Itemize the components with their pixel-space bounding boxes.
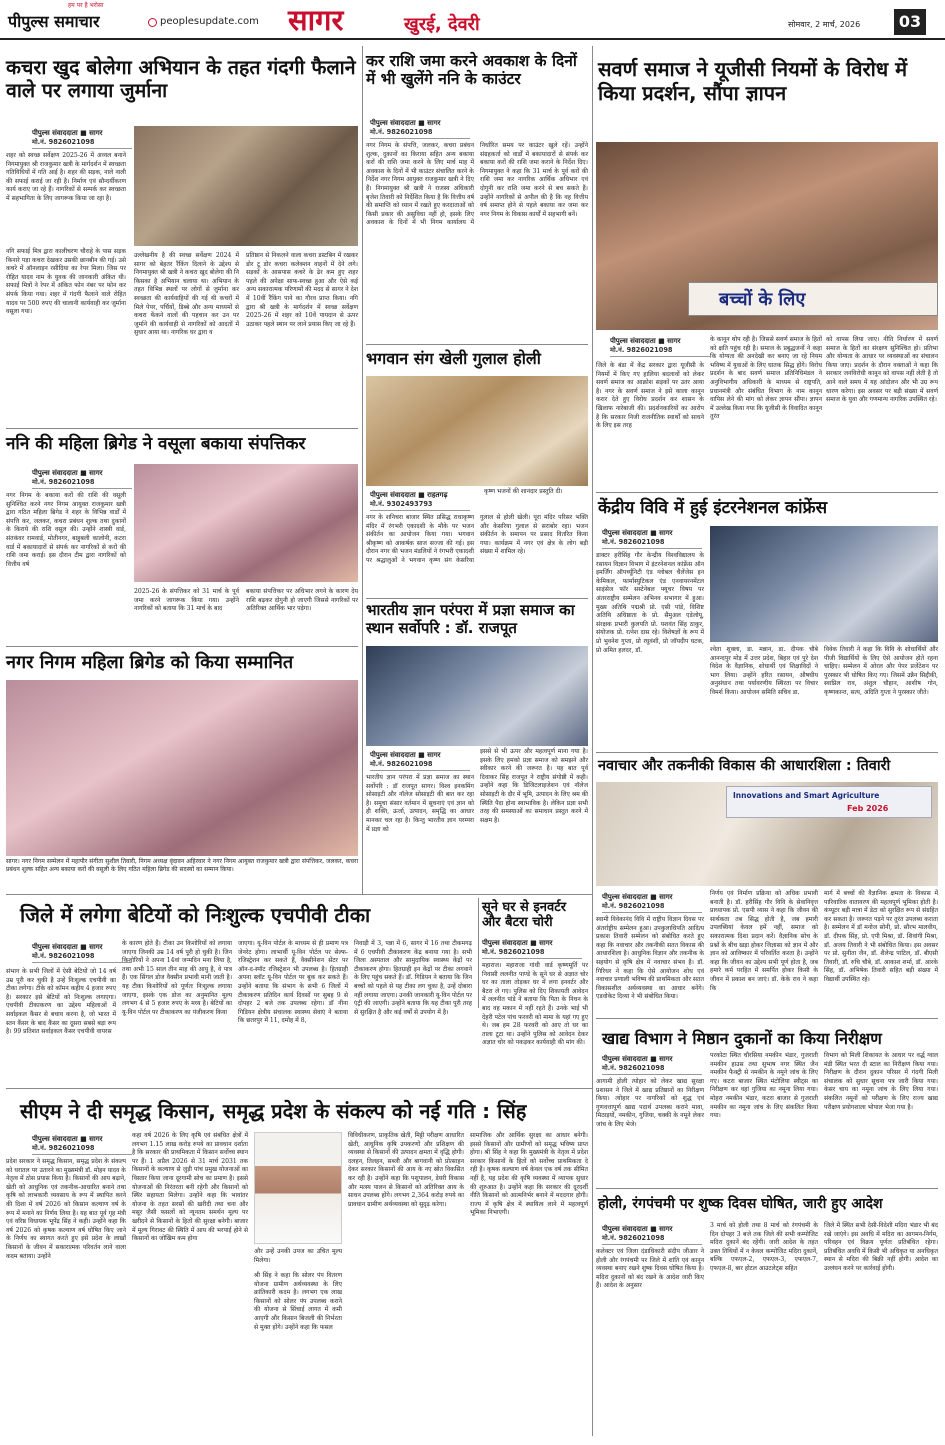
- headline: सूने घर से इनवर्टर और बैटरा चोरी: [482, 900, 567, 931]
- mobile-number: मो.नं. 9826021098: [32, 478, 132, 489]
- issue-date: सोमवार, 2 मार्च, 2026: [788, 20, 861, 29]
- photo-seminar: [366, 646, 588, 746]
- hpv-body-col2: के कारण होते हैं। टीका उन किशोरियों को लगाया जाएगा जिनकी उम्र 14 वर्ष पूरी हो चुकी है। जिन किशोरियों ने अपना 14वां जन्मदिन मना लिया है, तथा अभी 15 साल तीन माह की आयु है, वे पात्र हैं। एक सिंगल डोज वैक्सीन प्रभावी मानी जाती है। यह टीका किशोरियों को पूर्णतः निःशुल्क लगाया जाएगा, इसके एक डोज का अनुमानित मूल्य लगभग 4 से 5 हजार रुपए के मध्य है। बेटियों का यू-विन पोर्टल पर टीकाकरण का पंजीकरण किया: [122, 940, 232, 1016]
- hpv-body-col3: जाएगा। यू-विन पोर्टल के माध्यम से ही प्रमाण पत्र जेनरेट होगा। लाभार्थी यू-विन पोर्टल पर सेल्फ-रजिस्ट्रेशन कर सकते हैं, वैक्सीनेशन सेंटर पर ऑन-द-स्पॉट रजिस्ट्रेशन भी उपलब्ध है। हितग्राही अपना स्लॉट यू-विन पोर्टल पर बुक कर सकते हैं। उन्होंने बताया कि संभाग के सभी 6 जिलों में टीकाकरण प्रतिदिन कार्य दिवसों पर सुबह 9 से दोपहर 2 बजे तक उपलब्ध रहेगा। डॉ नीना गिडियन क्षेत्रीय संचालक स्वास्थ्य सेवाएं ने बताया कि छतरपुर में 11, दमोह में 8,: [238, 940, 348, 1025]
- article-kachra: [6, 46, 358, 432]
- paper-tagline: हम पर है भरोसा: [68, 2, 104, 9]
- headline: भारतीय ज्ञान परंपरा में प्रज्ञा समाज का स्थान सर्वोपरि : डॉ. राजपूत: [366, 601, 575, 637]
- body-col2: उल्लेखनीय है की स्वच्छ सर्वेक्षण 2024 में सागर को बेहतर रैंकिंग दिलाने के उद्देश्य से निगमायुक्त श्री खत्री ने कचरा खुद बोलेगा की नि किसका है अभियान चलाया था। अभियान के तहत विभिन्न स्थलों पर लोगों से जुर्माना कर स्वच्छता की कार्यवाहियों की गई थी कचरों में मिले पेपर, पर्चियों, डिब्बे और अन्य माध्यमों से कचरा फेंकने वालों की पहचान कर उन पर जुर्माने की कार्यवाही से नागरिकों को आदतों में सुधार आया था। नागरिक घर द्वारा व: [134, 252, 239, 337]
- mobile-number: मो.नं. 9826021098: [610, 346, 710, 357]
- body-col2: इससे से भी ऊपर और महत्वपूर्ण माना गया है। इसके लिए हमको प्रज्ञा समाज को समझने और स्वीकार करने की जरूरत है। यह बात पूर्व दिवाकर सिंह राजपूत ने राष्ट्रीय संगोष्ठी में कही। उन्होंने कहा कि डिजिटलाइजेशन एवं नॉलेज सोसाइटी के दौर में भूमि, उत्पादन के लिए श्रम की स्थिति पैदा होना स्वाभाविक है। लेकिन प्रज्ञा सभी तरह की समस्याओं का समाधान प्रस्तुत करने में सक्षम है।: [480, 748, 588, 824]
- subcity-names: खुरई, देवरी: [404, 14, 480, 35]
- byline: पीपुल्स संवाददाता ■ सागर: [610, 337, 681, 345]
- byline: पीपुल्स संवाददाता ■ सागर: [482, 939, 553, 947]
- byline: पीपुल्स संवाददाता ■ सागर: [602, 529, 673, 537]
- headline: कर राशि जमा करने अवकाश के दिनों में भी खुलेंगे ननि के काउंटर: [366, 52, 577, 89]
- article-holi-dry: [596, 1192, 938, 1440]
- photo-caption: कृष्ण भजनों की शानदार प्रस्तुति दी।: [484, 488, 563, 495]
- body-col1: आगामी होली त्योहार को लेकर खाद्य सुरक्षा प्रशासन ने जिले में खाद्य प्रतिष्ठानों का निरीक्षण किया। त्योहार पर नागरिकों को शुद्ध एवं गुणवत्तापूर्ण खाद्य पदार्थ उपलब्ध कराने मावा, मिठाइयों, नमकीन, गुजिया, चक्की के नमूने लेकर जांच के लिए भेजे।: [596, 1078, 704, 1128]
- mobile-number: मो.नं. 9826021098: [602, 902, 702, 913]
- photo-innovation: [596, 782, 938, 886]
- photo-kachra: [134, 126, 358, 246]
- article-chori: [482, 898, 588, 1084]
- mobile-number: मो.नं. 9826021098: [602, 538, 702, 549]
- body: नगर के शनिचरा बाजार स्थित प्रसिद्ध राधाकृष्ण मंदिर में रंगभरी एकादशी के मौके पर भजन संकीर्तन का आयोजन किया गया। भगवान श्रीकृष्ण को आकर्षक साज सज्जा की गई। इस दौरान नगर की भजन मंडलियों ने रंगभरी एकादशी पर श्रद्धालुओं ने भगवान कृष्ण संग केसरिया गुलाल से होली खेली। पूरा मंदिर परिसर भक्ति और केसरिया गुलाल से सराबोर रहा। भजन संकीर्तन के समापन पर प्रसाद वितरित किया गया। कार्यक्रम में नगर एवं क्षेत्र के लोग बड़ी संख्या में शामिल रहे।: [366, 514, 588, 564]
- photo-protest: [596, 142, 938, 330]
- body-col1: नगर निगम के बकाया करों की राशि की वसूली सुनिश्चित करने नगर निगम आयुक्त राजकुमार खत्री द्वारा गठित महिला ब्रिगेड ने शहर के विभिन्न वार्डों में संपत्ति कर, जलकर, कचरा प्रबंधन शुल्क तथा दुकानों के किराये की राशि वसूल की। उन्होंने शास्त्री वार्ड, संतकंवर रामवार्ड, मोतीनगर, बाहुबली कालोनी, कटरा वार्ड में बकायादारों से संपर्क कर नागरिकों से करों की राशि जमा कराई। इस दौरान टीम द्वारा नागरिकों को वित्तीय वर्ष: [6, 492, 126, 568]
- photo-conference: [710, 526, 938, 642]
- headline: खाद्य विभाग ने मिष्ठान दुकानों का किया निरीक्षण: [602, 1029, 882, 1048]
- article-mithaan: [596, 1022, 938, 1186]
- article-holi: [366, 348, 588, 598]
- byline: पीपुल्स संवाददाता ■ सागर: [602, 1225, 673, 1233]
- body-col3: प्रतिष्ठान से निकलने वाला कचरा डस्टबिन में रखकर डोर टू डोर कचरा कलेक्शन वाहनों में देने लगे। सड़कों के आसपास कचरे के ढेर कम हुए शहर पहले की अपेक्षा साफ-स्वच्छ हुआ और ऐसे कई अन्य सकारात्मक परिणामों की मदद से सागर ने देश में 10वीं रैंकिंग पाने का गौरव प्राप्त किया। नगि द्वारा श्री खत्री के मार्गदर्शन में स्वच्छ सर्वेक्षण 2025-26 में शहर को 10वें पायदान से ऊपर उठाकर पहले स्थान पर लाने प्रयास किए जा रहे हैं।: [246, 252, 358, 328]
- protest-banner: [688, 282, 938, 316]
- body-col3: जिले में स्थित सभी देसी-विदेशी मदिरा भंडार भी बंद रखे जाएंगे। इस अवधि में मदिरा का आगमन-निर्गम, परिवहन एवं विक्रय पूर्णतः प्रतिबंधित रहेगा। प्रतिबंधित अवधि में किसी भी अधिकृत या अनधिकृत स्थान से मदिरा की बिक्री नहीं होगी। आदेश का उल्लंघन करने पर कार्रवाई होगी।: [824, 1222, 938, 1272]
- byline: पीपुल्स संवाददाता ■ सागर: [370, 751, 441, 759]
- photo-honour: [6, 680, 358, 856]
- photo-temple: [366, 376, 588, 486]
- body-col3: मार्ग में बच्चों की वैज्ञानिक क्षमता के विकास में पारिवारिक वातावरण की महत्वपूर्ण भूमिका होती है। कंप्यूटर बड़ी मात्रा में डेटा को सुरक्षित रूप से संग्रहित कर सकता है। जरूरत पड़ने पर तुरंत उपलब्ध कराता है। सम्मेलन में डॉ मनोज सोनी, प्रो. सौरभ मालवीय, डॉ. दीपक सिंह, प्रो. एपी मिश्रा, डॉ. शिवांगी मिश्रा, डॉ. अजय तिवारी ने भी संबोधित किया। इस अवसर पर प्रो. सुनीता जैन, डॉ. शैलेन्द्र पाटिल, डॉ. बीएसी तिवारी, डॉ. रुचि चौबे, डॉ. आकाश शर्मा, डॉ. आरके सिंह, डॉ. अभिषेक तिवारी सहित बड़ी संख्या में विद्यार्थी उपस्थित रहे।: [824, 890, 938, 983]
- body-col2: 2025-26 के संपत्तिकर को 31 मार्च के पूर्व जमा करने जागरूक किया गया। उन्होंने नागरिकों को बताया कि 31 मार्च के बाद: [134, 588, 239, 613]
- body-col1: प्रदेश सरकार ने समृद्ध किसान, समृद्ध प्रदेश के संकल्प को धरातल पर उतारने का मुख्यमंत्री डॉ. मोहन यादव के नेतृत्व में ठोस प्रयास किया है। किसानों की आय बढ़ाने, खेती को आधुनिक एवं तकनीक-आधारित बनाने तथा कृषि को लाभकारी व्यवसाय के रूप में स्थापित करने की दिशा में वर्ष 2026 को किसान कल्याण वर्ष के रूप में मनाने का निर्णय लिया है। यह बात पूर्व गृह मंत्री एवं वरिष्ठ विधायक भूपेंद्र सिंह ने कही। उन्होंने कहा कि वर्ष 2026 को कृषक कल्याण वर्ष घोषित किए जाने के निर्णय का स्वागत करते हुए इसे प्रदेश के लाखों किसानों के जीवन में सकारात्मक परिवर्तन लाने वाला कदम बताया। उन्होंने: [6, 1158, 126, 1260]
- body-col2: 3 मार्च को होली तथा 8 मार्च को रंगपंचमी के दिन दोपहर 3 बजे तक जिले की सभी कम्पोजिट मदिरा दुकानें बंद रहेंगी। जारी आदेश के तहत उक्त तिथियों में न केवल कम्पोजिट मदिरा दुकानें, बल्कि एफएल-2, एफएल-3, एफएल-7, एफएल-8, बार होटल आउटलेट्स सहित: [710, 1222, 818, 1272]
- headline: सवर्ण समाज ने यूजीसी नियमों के विरोध में किया प्रदर्शन, सौंपा ज्ञापन: [598, 57, 908, 105]
- body-col1b: नगि सफाई मित्र द्वारा कालीचरण चौराहे के पास सड़क किनारे पड़ा कचरा देखकर उसकी छानबीन की गई। उसे कचरे में ऑनलाइन रसीदिया का रेपर मिला। जिस पर रोहित यादव नाम के युवक की जानकारी अंकित थी। सफाई मित्रों ने रेपर में अंकित फोन नंबर पर फोन कर संपर्क किया गया। शहर में गंदगी फैलाने वाले रोहित यादव पर 500 रुपए की चालानी कार्यवाही कर जुर्माना वसूला गया।: [6, 248, 126, 316]
- headline: नवाचार और तकनीकी विकास की आधारशिला : तिवारी: [598, 758, 891, 774]
- body-col2: निर्णय एवं निर्माण प्रक्रिया को अधिक प्रभावी बनाती है। डॉ. हरीसिंह गौर विवि के सेवानिवृत्त प्राध्यापक प्रो. एसपी व्यास ने कहा कि जीवन की सार्थकता तब सिद्ध होती है, जब हमारी उपलब्धियां केवल हमें नहीं, समाज को सकारात्मक दिशा प्रदान करें। वैज्ञानिक सोच के प्रश्नों के बीच खड़ा होकर जिज्ञासा को ज्ञान में और ज्ञान को आविष्कार में परिवर्तित करता है। उन्होंने कहा कि जीवन का उद्देश्य सभी पूर्ण होता है, जब हमारे कर्म परहित में समर्पित होकर किसी के जीवन में प्रकाश बन जाएं। डॉ. केके राव ने कहा कि: [710, 890, 818, 992]
- headline: होली, रंगपंचमी पर शुष्क दिवस घोषित, जारी हुए आदेश: [598, 1196, 883, 1212]
- headline: सीएम ने दी समृद्ध किसान, समृद्ध प्रदेश के संकल्प को नई गति : सिंह: [20, 1099, 527, 1123]
- article-kendriya: [596, 496, 938, 754]
- photo-caption: और उन्हें उनकी उपज का उचित मूल्य मिलेगा।: [254, 1248, 342, 1264]
- body-col3: को वापस लिया जाए। नीति निर्धारण में सवर्ण समाज के हितों का संरक्षण सुनिश्चित हो। प्रतिभा और योग्यता के आधार पर व्यवस्थाओं का संचालन किया जाए। प्रदर्शन के दौरान वक्ताओं ने कहा कि सरकार जनविरोधी कानून को वापस नहीं लेती है तो आने वाले समय में यह आंदोलन और भी उग्र रूप धारण करेगा। इस अवसर पर बड़ी संख्या में सवर्ण समाज के युवा और गणमान्य नागरिक उपस्थित रहे।: [826, 336, 938, 404]
- article-kisan: [6, 1092, 588, 1440]
- body-col2: परकोटा स्थित चौरसिया नमकीन भंडार, गुजराती नमकीन हाउस तथा सुभाष नगर स्थित जैन नमकीन फैक्ट्री से नमकीन के नमूने जांच के लिए गए। कटरा बाजार स्थित मंटोलिया स्वीट्स का निरीक्षण कर वहां गुजिया का नमूना लिया गया। मोहरा नमकीन भंडार, कटरा बाजार से गुजराती नमकीन का नमूना जांच के लिए संकलित किया गया।: [710, 1052, 818, 1120]
- paper-name: पीपुल्स समाचार: [8, 12, 100, 31]
- mobile-number: मो.नं. 9826021098: [32, 138, 132, 149]
- body-col1: कलेक्टर एवं जिला दंडाधिकारी संदीप जीआर ने होली और रंगपंचमी पर जिले में शांति एवं कानून व्यवस्था बनाए रखने शुष्क दिवस घोषित किया है। मदिरा दुकानों को बंद रखने के आदेश जारी किए हैं। आदेश के अनुसार: [596, 1248, 704, 1290]
- article-savarna: [596, 46, 938, 496]
- photo-caption: सागर। नगर निगम सम्मेलन में महापौर संगीता सुशील तिवारी, निगम अध्यक्ष वृंदावन अहिरवार ने नगर निगम आयुक्त राजकुमार खत्री द्वारा संपत्तिकर, जलकर, कचरा प्रबंधन शुल्क सहित अन्य बकाया करों की वसूली के लिए गठित महिला ब्रिगेड की सदस्यों का सम्मान किया।: [6, 858, 358, 873]
- stage-banner: [726, 786, 932, 818]
- headline: भगवान संग खेली गुलाल होली: [366, 349, 541, 368]
- portrait-photo: [254, 1132, 342, 1244]
- byline: पीपुल्स संवाददाता ■ सागर: [370, 119, 441, 127]
- body-col1: स्वामी विवेकानंद विवि में राष्ट्रीय विज्ञान दिवस पर अंतर्राष्ट्रीय सम्मेलन हुआ। उपकुलाधिपति आदित्य प्रकाश तिवारी सम्मेलन को संबोधित करते हुए कहा कि नवाचार और तकनीकी सतत विकास की आधारशिला है। आधुनिक विज्ञान और तकनीक के सहयोग से कृषि क्षेत्र में नवाचार संभव है। डॉ. गिरिधर ने कहा कि ऐसे आयोजन शोध एवं नवाचार प्रणाली भविष्य की प्राथमिकता और सतत विकासशील अर्थव्यवस्था का आधार बनेंगे। एडवोकेट दिव्या ने भी संबोधित किया।: [596, 916, 704, 1001]
- body-col2: श्वेता शुक्ला, डा. मन्नान, डा. दीपक चौबे आनन्दपुर मोड़ में उत्तर प्रदेश, बिहार एवं पूरे देश विदेश के वैज्ञानिक, शोधार्थी एवं शिक्षाविदों ने भाग लिया। उन्होंने हरित रसायन, औषधीय अनुसंधान तथा पर्यावरणीय स्थिरता पर विचार विमर्श किया। आयोजन समिति सचिव डा.: [710, 646, 818, 696]
- article-gyan: [366, 602, 588, 894]
- article-kar-rashi: [366, 52, 588, 348]
- headline: जिले में लगेगा बेटियों को निःशुल्क एचपीवी टीका: [20, 903, 371, 927]
- body-col2: कहा वर्ष 2026 के लिए कृषि एवं संबंधित क्षेत्रों में लगभग 1.15 लाख करोड़ रुपये का प्रावधान दर्शाता है कि सरकार की प्राथमिकता में किसान सर्वोच्च स्थान पर हैं। 1 अप्रैल 2026 से 31 मार्च 2031 तक किसानों के कल्याण से जुड़ी पांच प्रमुख योजनाओं का विस्तार किया जाना दूरगामी सोच का प्रमाण है। इससे योजनाओं की निरंतरता बनी रहेगी और किसानों को स्थिर सहायता मिलेगा। उन्होंने कहा कि भावांतर योजना के तहत सरसों की खरीदी तथा चना और मसूर जैसी फसलों को न्यूनतम समर्थन मूल्य पर खरीदने से किसानों के हितों की सुरक्षा बनेगी। बाजार में मूल्य गिरावट की स्थिति में आय की भरपाई होने से किसानों का जोखिम कम होगा: [132, 1132, 248, 1243]
- hpv-body-col1: संभाग के सभी जिलों में ऐसी बेटियों जो 14 वर्ष उम्र पूरी कर चुकी है उन्हें निःशुल्क एचपीवी का टीका लगेगा। टीके को कॉमन कहीय 4 हजार रुपए है। सरकार इसे बेटियों को निःशुल्क लगाएगा। एचपीवी टीकाकरण का उद्देश्य महिलाओं में सर्वाइकल कैंसर से बचाव करना है, जो भारत में स्तन कैंसर के बाद कैंसर का दूसरा सबसे बड़ा रूप है। 99 प्रतिशत सर्वाइकल कैंसर एचपीवी वायरस: [6, 968, 116, 1036]
- headline: कचरा खुद बोलेगा अभियान के तहत गंदगी फैलाने वाले पर लगाया जुर्माना: [6, 56, 356, 102]
- mobile-number: मो.नं. 9826021098: [602, 1064, 702, 1075]
- article-navachar: [596, 756, 938, 1018]
- website-link[interactable]: peoplesupdate.com: [160, 16, 259, 27]
- mobile-number: मो.नं. 9826021098: [602, 1234, 702, 1245]
- globe-icon: [148, 18, 157, 27]
- body-col3: श्री सिंह ने कहा कि सोलर पंप वितरण योजना ग्रामीण अर्थव्यवस्था के लिए क्रांतिकारी कदम है। लगभग एक लाख किसानों को सोलर पंप उपलब्ध कराने की योजना से सिंचाई लागत में कमी आएगी और किसान बिजली की निर्भरता से मुक्त होंगे। उन्होंने कहा कि फसल: [254, 1272, 342, 1331]
- mobile-number: मो.नं. 9302493793: [370, 500, 470, 511]
- body-col1: जिले के बंडा में केंद्र सरकार द्वारा यूजीसी के नियमों में किए गए हालिया बदलावों को लेकर सवर्ण समाज का आक्रोश सड़कों पर उतर आया है। नगर के सवर्ण समाज ने इसे काला कानून करार देते हुए विरोध प्रदर्शन कर शासन के खिलाफ नारेबाजी की। प्रदर्शनकारियों का आरोप है कि सरकार निजी राजनीतिक स्वार्थों को साधने के लिए इस तरह: [596, 362, 704, 430]
- banner-text: बच्चों के लिए: [719, 289, 806, 310]
- body-col1: शहर को स्वच्छ सर्वेक्षण 2025-26 में अव्वल बनाने निगमायुक्त श्री राजकुमार खत्री के मार्गदर्शन में स्वच्छता गतिविधियों में गति आई है। शहर की सड़क, नाले नाली की सफाई कराई जा रही है। निर्माण एवं सौन्दर्यीकरण कार्य कराए जा रहे हैं। नागरिकों से सम्पर्क कर स्वच्छता में सहभागिता के लिए जागरूक किया जा रहा है।: [6, 152, 126, 202]
- mobile-number: मो.नं. 9826021098: [370, 760, 470, 771]
- body: महाराज। महाराजा गांधी वार्ड कृष्णमूर्ति पर निवासी ललनीत पाण्डे के सूने घर से अज्ञात चोर घर का ताला तोड़कर घर में लगा इनवर्टर और बैटरा ले गए। पुलिस को दिए शिकायती आवेदन में ललनीत पांडे ने बताया कि पिता के निधन के बाद वह मकान में नहीं रहते हैं। उनके भाई भी देहरी पटेल पांच फरवरी को मामा के यहां गए हुए थे। जब हम 28 फरवरी को आए तो घर का ताला टूटा था। उन्होंने पुलिस को आवेदन देकर अज्ञात चोर को पकड़कर कार्यवाही की मांग की।: [482, 962, 588, 1047]
- body-col3: बकाया संपत्तिकर पर अधिभार लगने के कारण देय राशि बढ़कर दोगुनी हो जाएगी जिससे नागरिकों पर अतिरिक्त आर्थिक भार पड़ेगा।: [246, 588, 358, 613]
- mobile-number: मो.नं. 9826021098: [32, 952, 132, 963]
- body-col1: भारतीय ज्ञान परंपरा में प्रज्ञा समाज का स्थान सर्वोपरि : डॉ राजपूत सागर। विश्व इनकमिंग सोसाइटी और नॉलेज सोसाइटी की बात कर रहा है। समूचा संसार वर्तमान में सूचनाएं एवं ज्ञान को ही शक्ति, ऊर्जा, उत्पादन, समृद्धि का आधार मानकर चल रहा है। किन्तु भारतीय ज्ञान परम्परा में प्रज्ञा को: [366, 774, 474, 833]
- body-col5: सामाजिक और आर्थिक सुरक्षा का आधार बनेगी। इससे किसानों और ग्रामीणों को समृद्ध भविष्य प्राप्त होगा। श्री सिंह ने कहा कि मुख्यमंत्री के नेतृत्व में प्रदेश सरकार किसानों के हितों को सर्वोच्च प्राथमिकता दे रही है। कृषक कल्याण वर्ष केवल एक वर्ष तक सीमित नहीं है, यह प्रदेश की कृषि व्यवस्था में व्यापक सुधार की शुरुआत है। उन्होंने कहा कि सरकार की दूरदर्शी नीति किसानों को आत्मनिर्भर बनाने में मददगार होगी। राज्य में कृषि क्षेत्र में स्थायित्व लाने में महत्वपूर्ण भूमिका निभाएगी।: [470, 1132, 588, 1217]
- body-col3: विभाग को मिली शिकायत के आधार पर वर्द्ध ग्वाल मंडी स्थित भरत दी स्टाल का निरीक्षण किया गया। निरीक्षण के दौरान दुकान परिसर में गंदगी मिली संचालक को सुधार सूचना पत्र जारी किया गया। केसर चाय का नमूना जांच के लिए लिया गया। संकलित नमूनों को परीक्षण के लिए राज्य खाद्य परीक्षण प्रयोगशाला भोपाल भेजा गया है।: [824, 1052, 938, 1111]
- byline: पीपुल्स संवाददाता ■ सागर: [32, 943, 103, 951]
- mobile-number: मो.नं. 9826021098: [32, 1144, 132, 1155]
- byline: पीपुल्स संवाददाता ■ सागर: [602, 1055, 673, 1063]
- city-name: सागर: [288, 3, 344, 37]
- body-col2: के कानून थोप रही है। जिससे सवर्ण समाज के हितों को क्षति पहुंच रही है। समाज के प्रबुद्धजनों ने कहा कि योग्यता की अनदेखी कर बनाए जा रहे नियम भविष्य में युवाओं के लिए घातक सिद्ध होंगे। विरोध प्रदर्शन के बाद सवर्ण समाज प्रतिनिधिमंडल ने अनुविभागीय अधिकारी के माध्यम से राष्ट्रपति, प्रधानमंत्री और संबंधित विभाग के नाम कानून वापिस लेने की मांग को लेकर ज्ञापन सौंपा। ज्ञापन में उल्लेख किया गया कि यूजीसी के विवादित कानून तुरंत: [710, 336, 822, 421]
- body-col1: डाक्टर हरीसिंह गौर केन्द्रीय विश्वविद्यालय के रसायन विज्ञान विभाग में इंटरनेशनल कांफ्रेंस ऑन इमर्जिंग ऑपर्च्यूनिटी एंड ग्लोबल चैलेंजेस इन केमिकल, फार्मास्युटिकल एंड एनवायरनमेंटल साइंसेज फॉर सस्टेनेबल फ्यूचर विषय पर अंतरराष्ट्रीय सम्मेलन अभिनव सभागार में हुआ। मुख्य अतिथि पद्मश्री प्रो. एसी पांडे, विशिष्ट अतिथि अधिष्ठाता के प्रो. सैमुअल एडेलोयू, संरक्षक प्रभारी कुलपति प्रो. यशवंत सिंह ठाकुर, संयोजक प्रो. रत्नेश दास रहे। विशेषज्ञों के रूप में प्रो भुवनेश गुप्ता, प्रो रघुवंशी, प्रो जॉयदीप घटक, प्रो अमित हलदर, डॉ.: [596, 552, 704, 654]
- byline: पीपुल्स संवाददाता ■ सागर: [32, 469, 103, 477]
- byline: पीपुल्स संवाददाता ■ सागर: [602, 893, 673, 901]
- article-nagar-brigade: [6, 650, 358, 892]
- banner-text: Innovations and Smart Agriculture: [733, 791, 880, 800]
- headline: नगर निगम महिला ब्रिगेड को किया सम्मानित: [6, 652, 294, 673]
- headline: केंद्रीय विवि में हुई इंटरनेशनल कांफ्रेंस: [598, 498, 828, 518]
- byline: पीपुल्स संवाददाता ■ सागर: [32, 1135, 103, 1143]
- mobile-number: मो.नं. 9826021098: [370, 128, 470, 139]
- banner-date: Feb 2026: [847, 804, 889, 813]
- hpv-body-col4: निवाड़ी में 3, पन्ना में 6, सागर में 16 तथा टीकमगढ़ में 6 एचपीवी टीकाकरण केंद्र बनाया गया है। सभी जिला अस्पताल और सामुदायिक स्वास्थ्य केंद्रों पर टीकाकरण होगा। हितग्राही इन केंद्रों पर टीका लगवाने के लिए पहुंच सकते हैं। डॉ. गिडियन ने बताया कि जिन बच्चों को पहले से यह टीका लग चुका है, उन्हें दोबारा नहीं लगाया जाएगा। उनकी जानकारी यू-विन पोर्टल पर एंट्री की जाएगी। उन्होंने बताया कि यह टीका पूरी तरह से सुरक्षित है और कई वर्षों से उपयोग में है।: [354, 940, 472, 1016]
- body-col3: विवेक तिवारी ने कहा कि विवि के शोधार्थियों और पीजी विद्यार्थियों के लिए ऐसे आयोजन होते रहना चाहिए। सम्मेलन में ओरल और पेपर प्रजेंटेशन पर पुरस्कार भी घोषित किए गए। जिसमें उन्नैन सिद्दीकी, स्वाप्निल राव, अंशुल चौहान, आशीष गोन, कृष्णकान्त, सत्य, अदिति गुप्ता ने पुरस्कार जीते।: [824, 646, 938, 696]
- mobile-number: मो.नं. 9826021098: [482, 948, 582, 959]
- body: नगर निगम के संपत्ति, जलकर, कचरा प्रबंधन शुल्क, दुकानों का किराया सहित अन्य बकाया करों की राशि जमा करने के लिए मार्च माह में अवकाश के दिनों में भी काउंटर संचालित करने के निर्देश नगर निगम आयुक्त राजकुमार खत्री ने दिए हैं। निगमायुक्त श्री खत्री ने राजस्व अधिकारी बृजेश तिवारी को निर्देशित किया है कि वित्तीय वर्ष की समाप्ति को ध्यान में रखते हुए करदाताओं को किसी प्रकार की असुविधा नहीं हो, इसके लिए अवकाश के दिनों में भी निगम कार्यालय में निर्धारित समय पर काउंटर खुले रहें। उन्होंने संग्रहकर्ता को वार्डों में बकायादारों से संपर्क कर बकाया करों की राशि जमा कराने के निर्देश दिए। निगमायुक्त ने कहा कि 31 मार्च के पूर्व करों की राशि जमा कर नागरिक आर्थिक अधिभार एवं दोगुनी कर राशि जमा करने से बच सकते हैं। उन्होंने नागरिकों से अपील की है कि वह वित्तीय वर्ष समाप्त होने से पहले बकाया कर जमा कर नगर निगम के विकास कार्यों में सहभागी बनें।: [366, 142, 588, 227]
- masthead: [0, 0, 945, 40]
- page-number: 03: [894, 9, 926, 35]
- byline: पीपुल्स संवाददाता ■ सागर: [32, 129, 103, 137]
- byline: पीपुल्स संवाददाता ■ राहतगढ़: [370, 491, 448, 499]
- headline: ननि की महिला ब्रिगेड ने वसूला बकाया संपत्तिकर: [6, 434, 306, 454]
- article-brigade: [6, 432, 358, 646]
- photo-brigade: [134, 464, 358, 582]
- body-col4: विविधीकरण, प्राकृतिक खेती, मिट्टी परीक्षण आधारित खेती, आधुनिक कृषि उपकरणों और प्रशिक्षण की व्यवस्था से किसानों की उत्पादन क्षमता में वृद्धि होगी। दलहन, तिलहन, सब्जी और बागवानी को प्रोत्साहन देकर सरकार किसानों की आय के नए स्रोत विकसित कर रही है। उन्होंने कहा कि पशुपालन, डेयरी विकास और मत्स्य पालन से किसानों को अतिरिक्त आय के साधन उपलब्ध होंगे। लगभग 2,364 करोड़ रुपये का प्रावधान ग्रामीण अर्थव्यवस्था को सुदृढ़ करेगा।: [348, 1132, 464, 1208]
